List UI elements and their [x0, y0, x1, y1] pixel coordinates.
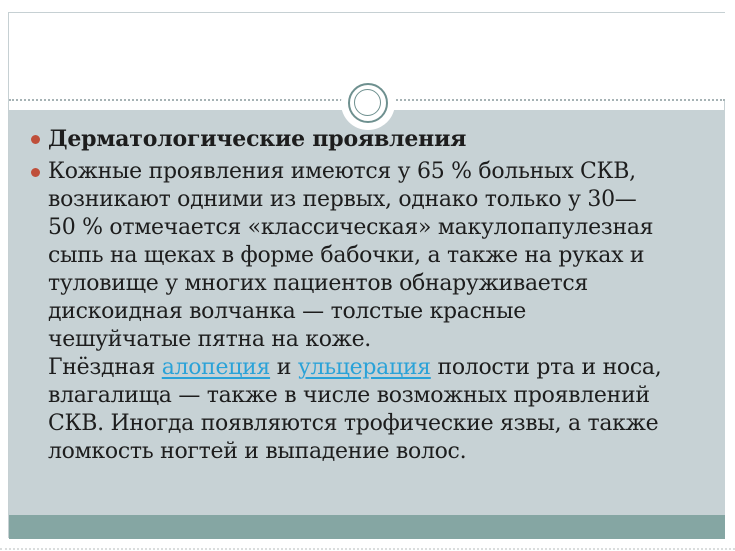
bullet-item — [31, 124, 729, 154]
text-segment: туловище у многих пациентов обнаруживается — [48, 271, 588, 296]
text-line — [48, 438, 729, 466]
link-ulceration[interactable]: ульцерация — [297, 355, 431, 380]
bullet-marker — [31, 135, 40, 144]
circle-ornament-icon — [348, 83, 388, 123]
text-segment: и — [270, 355, 298, 380]
circle-ornament-inner-ring — [354, 89, 381, 116]
text-segment: возникают одними из первых, однако только у 30— — [48, 187, 637, 212]
text-line — [48, 382, 729, 410]
text-segment: 50 % отмечается «классическая» макулопапулезная — [48, 215, 654, 240]
text-segment: Гнёздная — [48, 355, 162, 380]
text-line — [48, 214, 729, 242]
text-line — [48, 326, 729, 354]
text-segment: чешуйчатые пятна на коже. — [48, 327, 371, 352]
bullet-marker — [31, 168, 40, 177]
text-segment: сыпь на щеках в форме бабочки, а также на руках и — [48, 243, 645, 268]
text-line — [48, 298, 729, 326]
text-line — [48, 242, 729, 270]
text-segment: полости рта и носа, — [430, 355, 662, 380]
text-segment: Дерматологические проявления — [48, 126, 467, 152]
text-segment: Кожные проявления имеются у 65 % больных СКВ, — [48, 159, 636, 184]
bullet-text — [48, 124, 729, 154]
text-line — [48, 270, 729, 298]
text-segment: влагалища — также в числе возможных проявлений — [48, 383, 650, 408]
text-segment: СКВ. Иногда появляются трофические язвы, а также — [48, 411, 659, 436]
bullet-text — [48, 158, 729, 466]
text-segment: дискоидная волчанка — толстые красные — [48, 299, 526, 324]
slide-body-text — [31, 124, 729, 466]
footer-accent-bar — [9, 515, 725, 539]
link-alopecia[interactable]: алопеция — [161, 355, 271, 380]
text-line — [48, 158, 729, 186]
text-line — [48, 124, 729, 154]
text-segment: ломкость ногтей и выпадение волос. — [48, 439, 467, 464]
text-line — [48, 186, 729, 214]
bullet-item — [31, 158, 729, 466]
bottom-edge-dots — [0, 548, 735, 550]
text-line — [48, 410, 729, 438]
text-line — [48, 354, 729, 382]
